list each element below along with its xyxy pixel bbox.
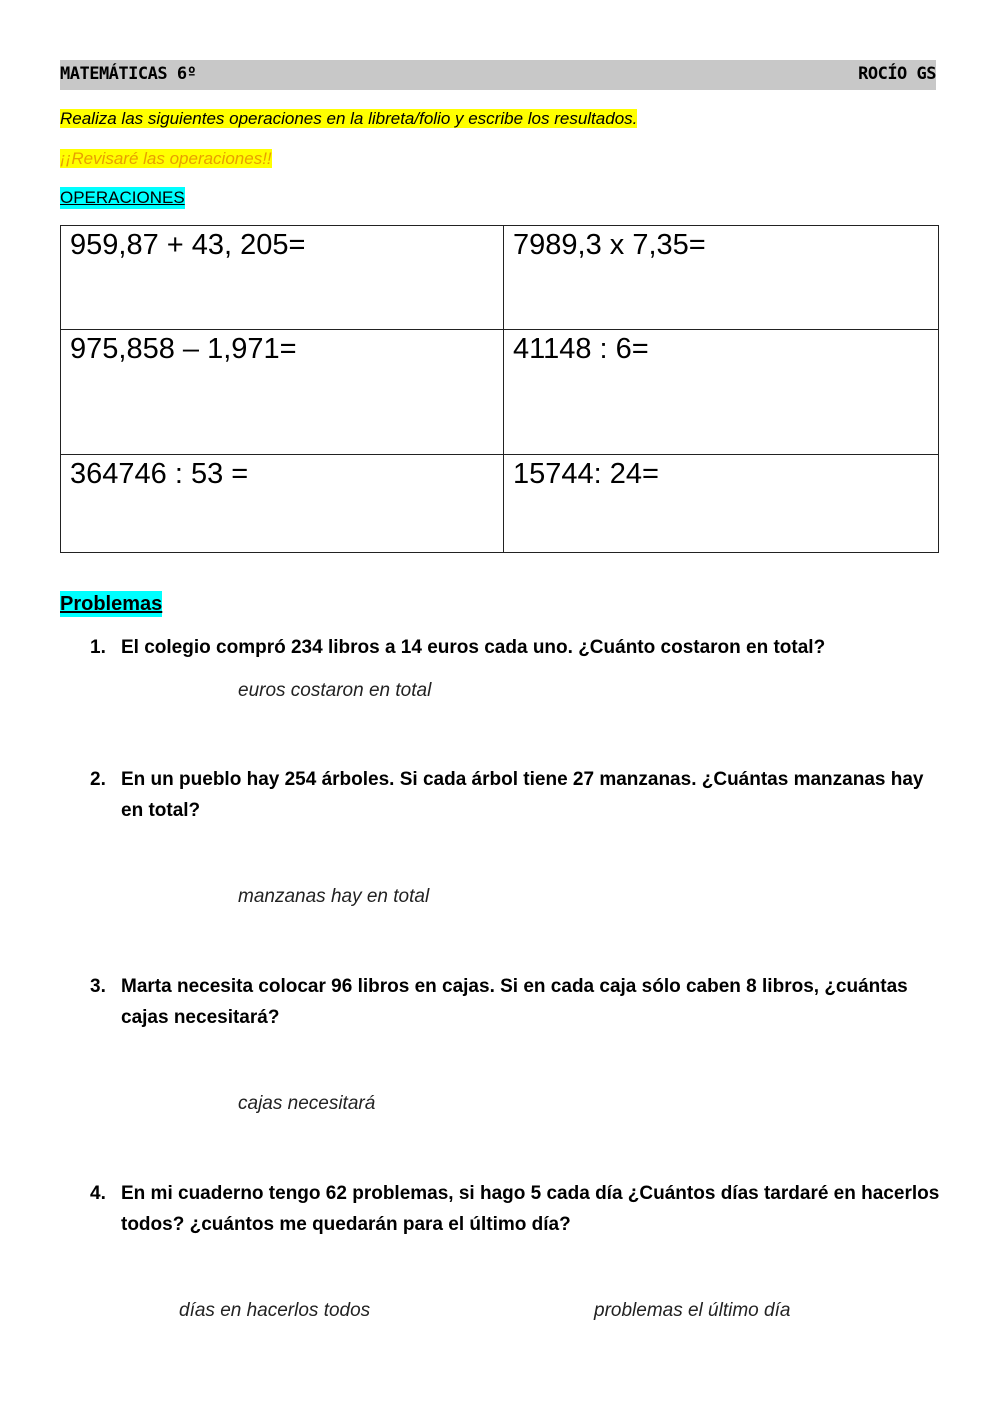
- author-name: ROCÍO GS: [858, 64, 936, 84]
- operation-cell: 15744: 24=: [504, 455, 939, 553]
- problem-item: [90, 1178, 950, 1240]
- review-note-text: ¡¡Revisaré las operaciones!!: [60, 149, 272, 168]
- operation-cell: 41148 : 6=: [504, 330, 939, 455]
- problem-number: 4.: [90, 1183, 106, 1204]
- operation-cell: 7989,3 x 7,35=: [504, 226, 939, 330]
- instruction-text: Realiza las siguientes operaciones en la libreta/folio y escribe los resultados.: [60, 109, 638, 128]
- table-row: [61, 330, 939, 455]
- operations-label: OPERACIONES: [60, 188, 185, 207]
- problem-item: [90, 632, 950, 663]
- answer-label: días en hacerlos todos: [179, 1300, 371, 1321]
- operations-table: [60, 225, 939, 553]
- problem-text: El colegio compró 234 libros a 14 euros cada uno. ¿Cuánto costaron en total?: [121, 637, 826, 658]
- answer-label: manzanas hay en total: [238, 886, 430, 907]
- review-note: [60, 148, 272, 170]
- problem-item: [90, 971, 950, 1033]
- operation-cell: 959,87 + 43, 205=: [61, 226, 504, 330]
- instruction-line: [60, 108, 637, 130]
- problem-number: 2.: [90, 769, 106, 790]
- header-bar: [60, 60, 936, 90]
- answer-label: problemas el último día: [594, 1300, 791, 1321]
- answer-label: cajas necesitará: [238, 1093, 376, 1114]
- problem-text: Marta necesita colocar 96 libros en cajas. Si en cada caja sólo caben 8 libros, ¿cuántas cajas necesitará?: [121, 976, 908, 1028]
- problem-item: [90, 764, 950, 826]
- problems-title: Problemas: [60, 593, 163, 615]
- answer-label: euros costaron en total: [238, 680, 432, 701]
- operation-cell: 975,858 – 1,971=: [61, 330, 504, 455]
- problem-number: 3.: [90, 976, 106, 997]
- problem-number: 1.: [90, 637, 106, 658]
- operation-cell: 364746 : 53 =: [61, 455, 504, 553]
- problem-text: En mi cuaderno tengo 62 problemas, si hago 5 cada día ¿Cuántos días tardaré en hacerlos todos? ¿cuántos me quedarán para el último día?: [121, 1183, 940, 1235]
- table-row: [61, 226, 939, 330]
- problem-text: En un pueblo hay 254 árboles. Si cada árbol tiene 27 manzanas. ¿Cuántas manzanas hay en total?: [121, 769, 924, 821]
- subject-title: MATEMÁTICAS 6º: [60, 64, 197, 84]
- table-row: [61, 455, 939, 553]
